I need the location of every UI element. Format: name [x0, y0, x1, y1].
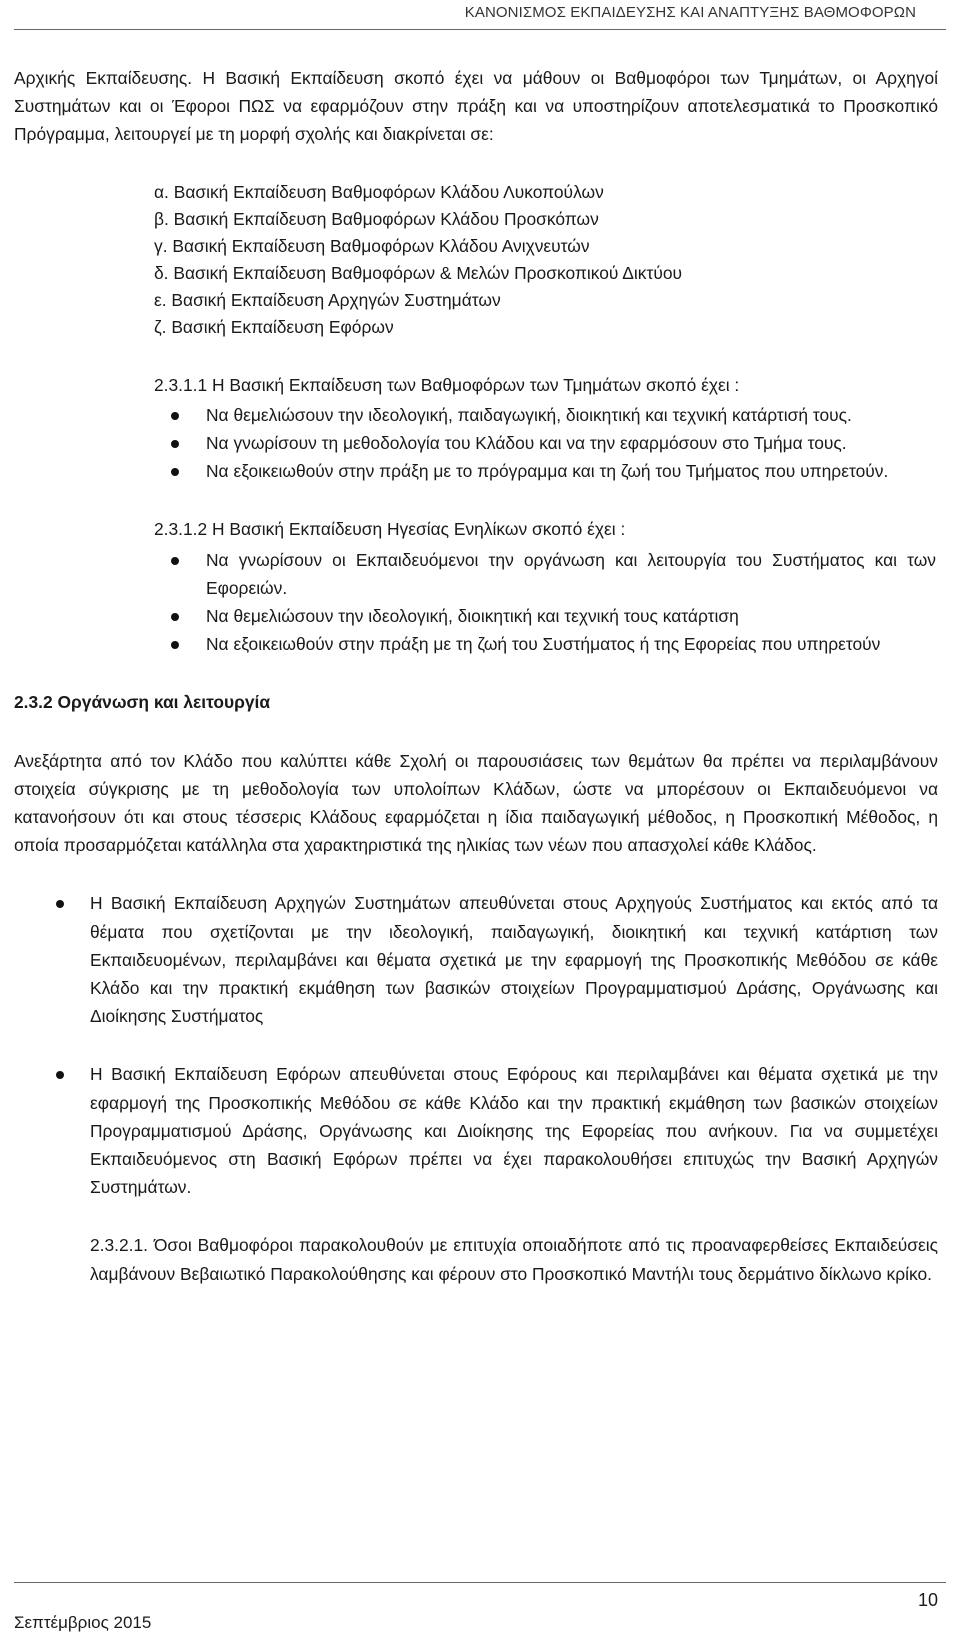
running-header: ΚΑΝΟΝΙΣΜΟΣ ΕΚΠΑΙΔΕΥΣΗΣ ΚΑΙ ΑΝΑΠΤΥΞΗΣ ΒΑΘΜΟΦΟΡΩΝ [464, 4, 916, 21]
bullet-text: Να εξοικειωθούν στην πράξη με τη ζωή του Συστήματος ή της Εφορείας που υπηρετούν [206, 634, 881, 655]
bullet-item [14, 546, 938, 602]
bullet-text: Να γνωρίσουν τη μεθοδολογία του Κλάδου και να την εφαρμόσουν στο Τμήμα τους. [206, 433, 847, 454]
bullet-icon [171, 412, 179, 420]
education-type-item: δ. Βασική Εκπαίδευση Βαθμοφόρων & Μελών Προσκοπικού Δικτύου [154, 262, 683, 283]
section-232-title: 2.3.2 Οργάνωση και λειτουργία [14, 692, 271, 713]
footer-date: Σεπτέμβριος 2015 [14, 1613, 152, 1632]
bullet-text: Η Βασική Εκπαίδευση Εφόρων απευθύνεται στους Εφόρους και περιλαμβάνει και θέματα σχετικά με την εφαρμογή της Προσκοπικής Μεθόδου σε κάθε Κλάδο και την πρακτική εκμάθηση των βασικών στοιχείων Προγραμματισμού Δράσης, Οργάνωσης και Διοίκησης της Εφορείας που ανήκουν. Για να συμμετέχει Εκπαιδευόμενος στη Βασική Εφόρων πρέπει να έχει παρακολουθήσει επιτυχώς την Βασική Αρχηγών Συστημάτων. [90, 1064, 938, 1198]
education-type-item: γ. Βασική Εκπαίδευση Βαθμοφόρων Κλάδου Ανιχνευτών [154, 235, 590, 256]
bullet-item [14, 457, 938, 485]
education-type-item: α. Βασική Εκπαίδευση Βαθμοφόρων Κλάδου Λυκοπούλων [154, 181, 604, 202]
bullet-item [14, 602, 938, 630]
bullet-icon [171, 641, 179, 649]
page-number: 10 [917, 1590, 938, 1610]
header-divider [14, 29, 946, 30]
bullet-icon [171, 468, 179, 476]
bullet-text: Η Βασική Εκπαίδευση Αρχηγών Συστημάτων απευθύνεται στους Αρχηγούς Συστήματος και εκτός από τα θέματα που σχετίζονται με την ιδεολογική, παιδαγωγική, διοικητική και τεχνική κατάρτιση των Εκπαιδευομένων, περιλαμβάνει και θέματα σχετικά με την εφαρμογή της Προσκοπικής Μεθόδου σε κάθε Κλάδο και την πρακτική εκμάθηση των βασικών στοιχείων Προγραμματισμού Δράσης, Οργάνωσης και Διοίκησης Συστήματος [90, 893, 938, 1027]
bullet-text: Να γνωρίσουν οι Εκπαιδευόμενοι την οργάνωση και λειτουργία του Συστήματος και των Εφορειών. [206, 549, 936, 598]
education-types-list [154, 179, 938, 341]
bullet-item [14, 401, 938, 429]
bullet-icon [171, 440, 179, 448]
section-2311-bullets [14, 401, 938, 486]
section-2312-bullets [14, 546, 938, 659]
footer-divider [14, 1582, 946, 1583]
bullet-text: Να θεμελιώσουν την ιδεολογική, παιδαγωγική, διοικητική και τεχνική κατάρτισή τους. [206, 404, 852, 425]
section-232-bullets [14, 889, 938, 1201]
section-232-paragraph: Ανεξάρτητα από τον Κλάδο που καλύπτει κάθε Σχολή οι παρουσιάσεις των θεμάτων θα πρέπει να περιλαμβάνουν στοιχεία σύγκρισης με τη μεθοδολογία των υπολοίπων Κλάδων, ώστε να μπορέσουν οι Εκπαιδευόμενοι να κατανοήσουν ότι και στους τέσσερις Κλάδους εφαρμόζεται η ίδια παιδαγωγική μέθοδος, η Προσκοπική Μέθοδος, η οποία προσαρμόζεται κατάλληλα στα χαρακτηριστικά της ηλικίας των νέων που απασχολεί κάθε Κλάδος. [14, 750, 938, 856]
bullet-item [14, 630, 938, 658]
section-2312-heading: 2.3.1.2 Η Βασική Εκπαίδευση Ηγεσίας Ενηλίκων σκοπό έχει : [154, 519, 626, 540]
page-body [14, 64, 938, 1288]
bullet-item [14, 1060, 938, 1201]
bullet-icon [56, 1071, 64, 1079]
bullet-icon [171, 557, 179, 565]
bullet-icon [171, 613, 179, 621]
bullet-item [14, 889, 938, 1030]
bullet-text: Να εξοικειωθούν στην πράξη με το πρόγραμμα και τη ζωή του Τμήματος που υπηρετούν. [206, 461, 889, 482]
clause-2321: 2.3.2.1. Όσοι Βαθμοφόροι παρακολουθούν με επιτυχία οποιαδήποτε από τις προαναφερθείσες Εκπαιδεύσεις λαμβάνουν Βεβαιωτικό Παρακολούθησης και φέρουν στο Προσκοπικό Μαντήλι τους δερμάτινο δίκλωνο κρίκο. [90, 1235, 938, 1284]
education-type-item: ε. Βασική Εκπαίδευση Αρχηγών Συστημάτων [154, 289, 501, 310]
education-type-item: β. Βασική Εκπαίδευση Βαθμοφόρων Κλάδου Προσκόπων [154, 208, 599, 229]
bullet-icon [56, 900, 64, 908]
section-2311-heading: 2.3.1.1 Η Βασική Εκπαίδευση των Βαθμοφόρων των Τμημάτων σκοπό έχει : [154, 374, 740, 395]
intro-paragraph: Αρχικής Εκπαίδευσης. Η Βασική Εκπαίδευση σκοπό έχει να μάθουν οι Βαθμοφόροι των Τμημάτων, οι Αρχηγοί Συστημάτων και οι Έφοροι ΠΩΣ να εφαρμόζουν στην πράξη και να υποστηρίζουν αποτελεσματικά το Προσκοπικό Πρόγραμμα, λειτουργεί με τη μορφή σχολής και διακρίνεται σε: [14, 68, 938, 145]
bullet-text: Να θεμελιώσουν την ιδεολογική, διοικητική και τεχνική τους κατάρτιση [206, 606, 739, 627]
education-type-item: ζ. Βασική Εκπαίδευση Εφόρων [154, 316, 394, 337]
bullet-item [14, 429, 938, 457]
